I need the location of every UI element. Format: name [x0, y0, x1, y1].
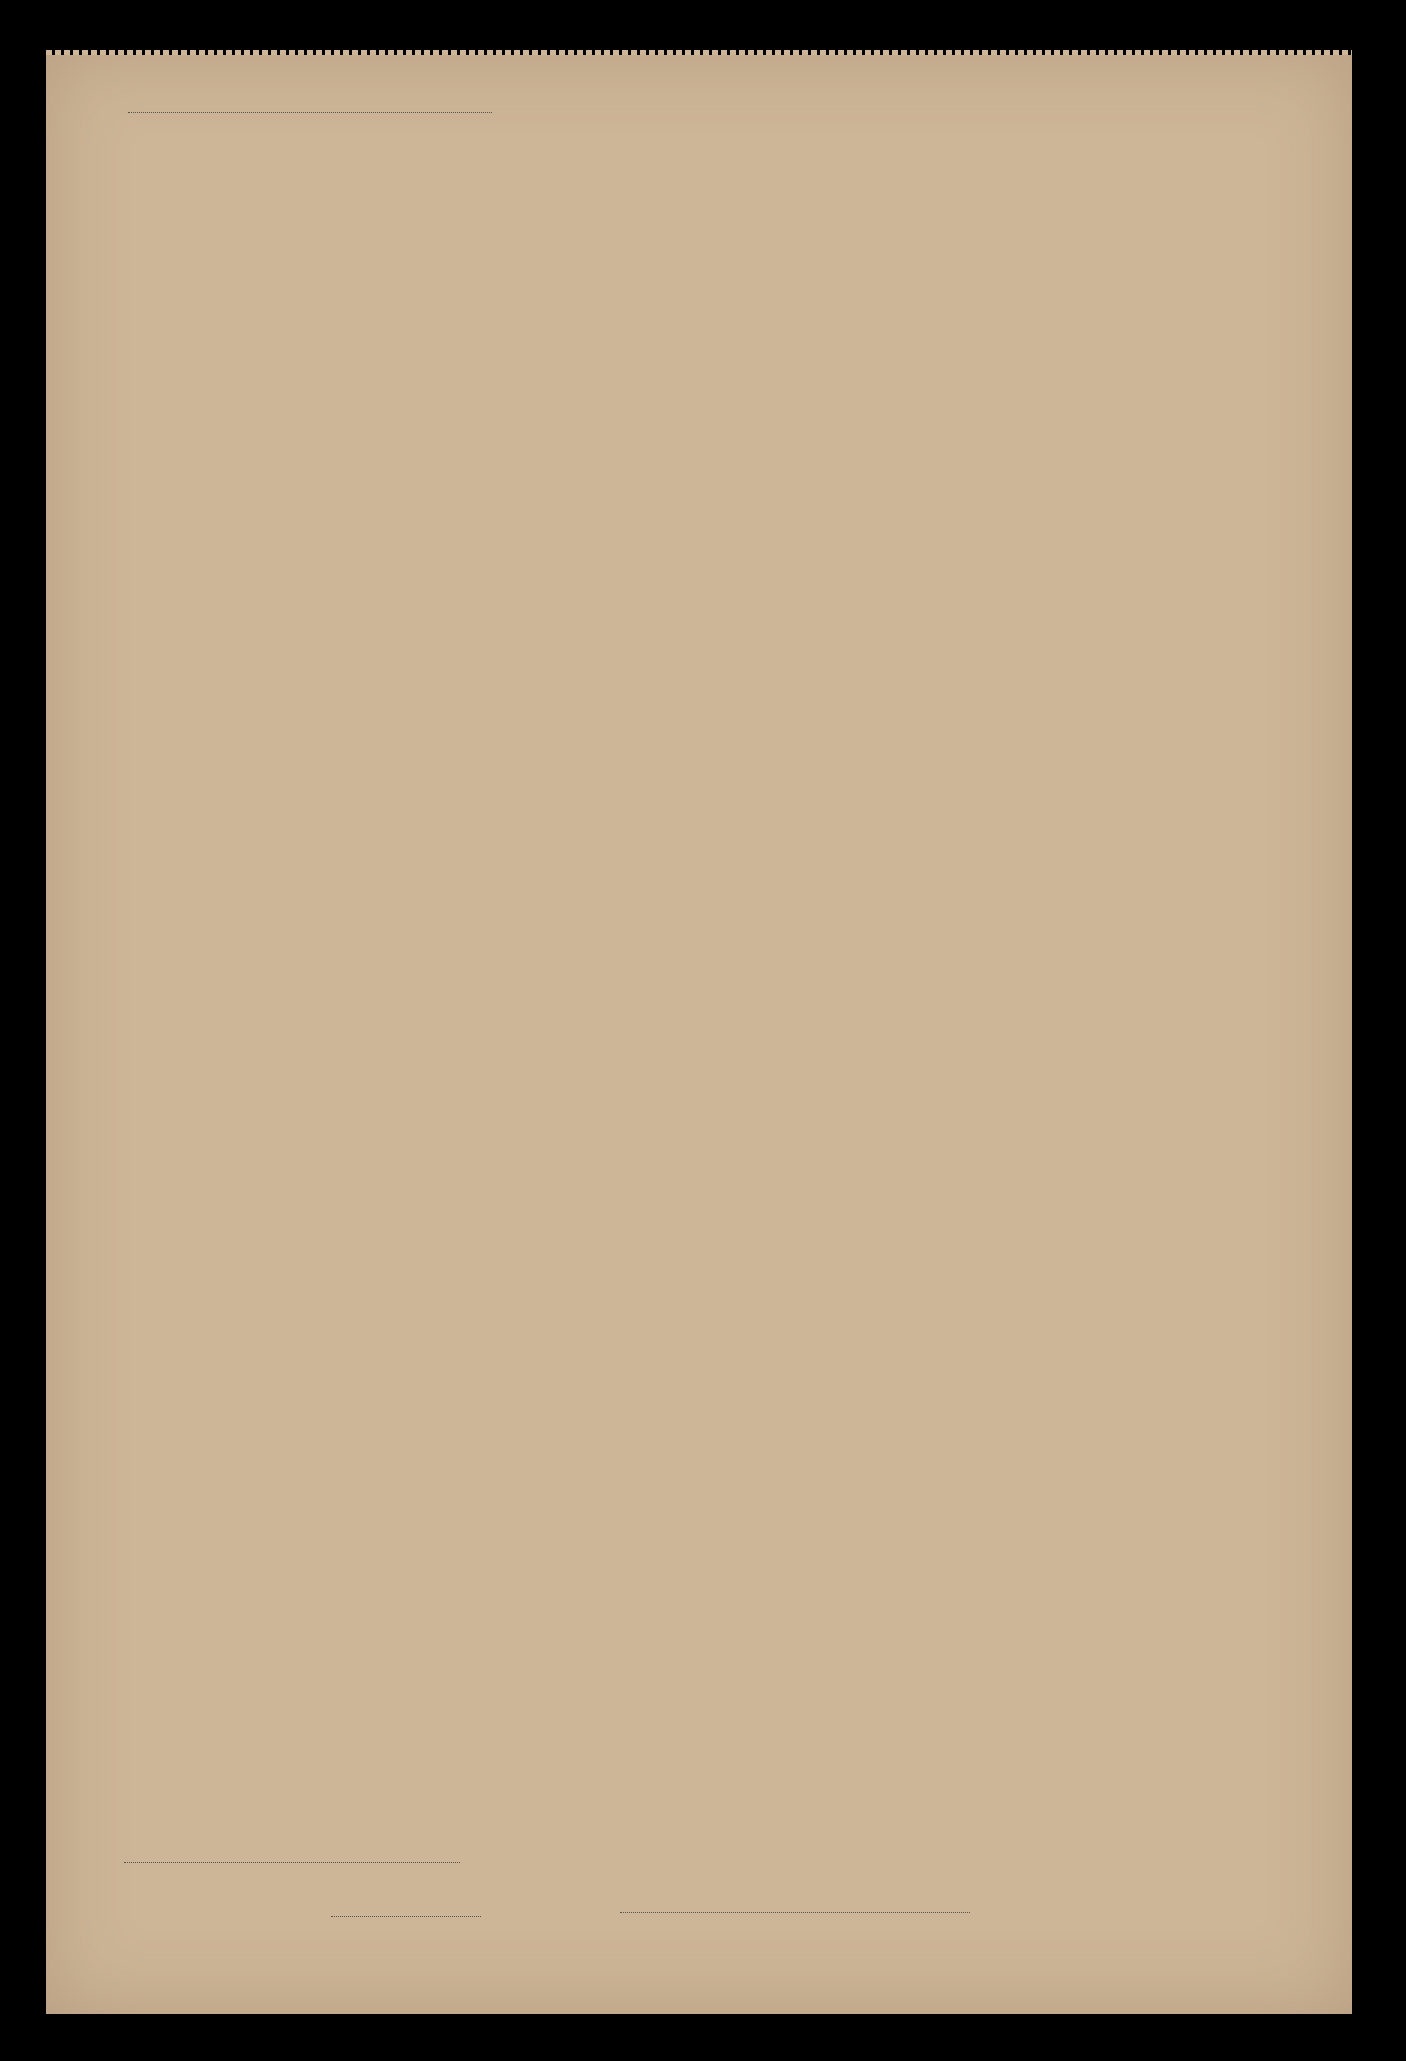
date-line	[331, 1916, 481, 1917]
table-grid	[46, 50, 1352, 2014]
form-sheet	[46, 50, 1352, 2014]
archive-footer	[0, 2024, 1406, 2061]
footer-unit-line	[124, 1862, 460, 1863]
area-line	[620, 1912, 970, 1913]
